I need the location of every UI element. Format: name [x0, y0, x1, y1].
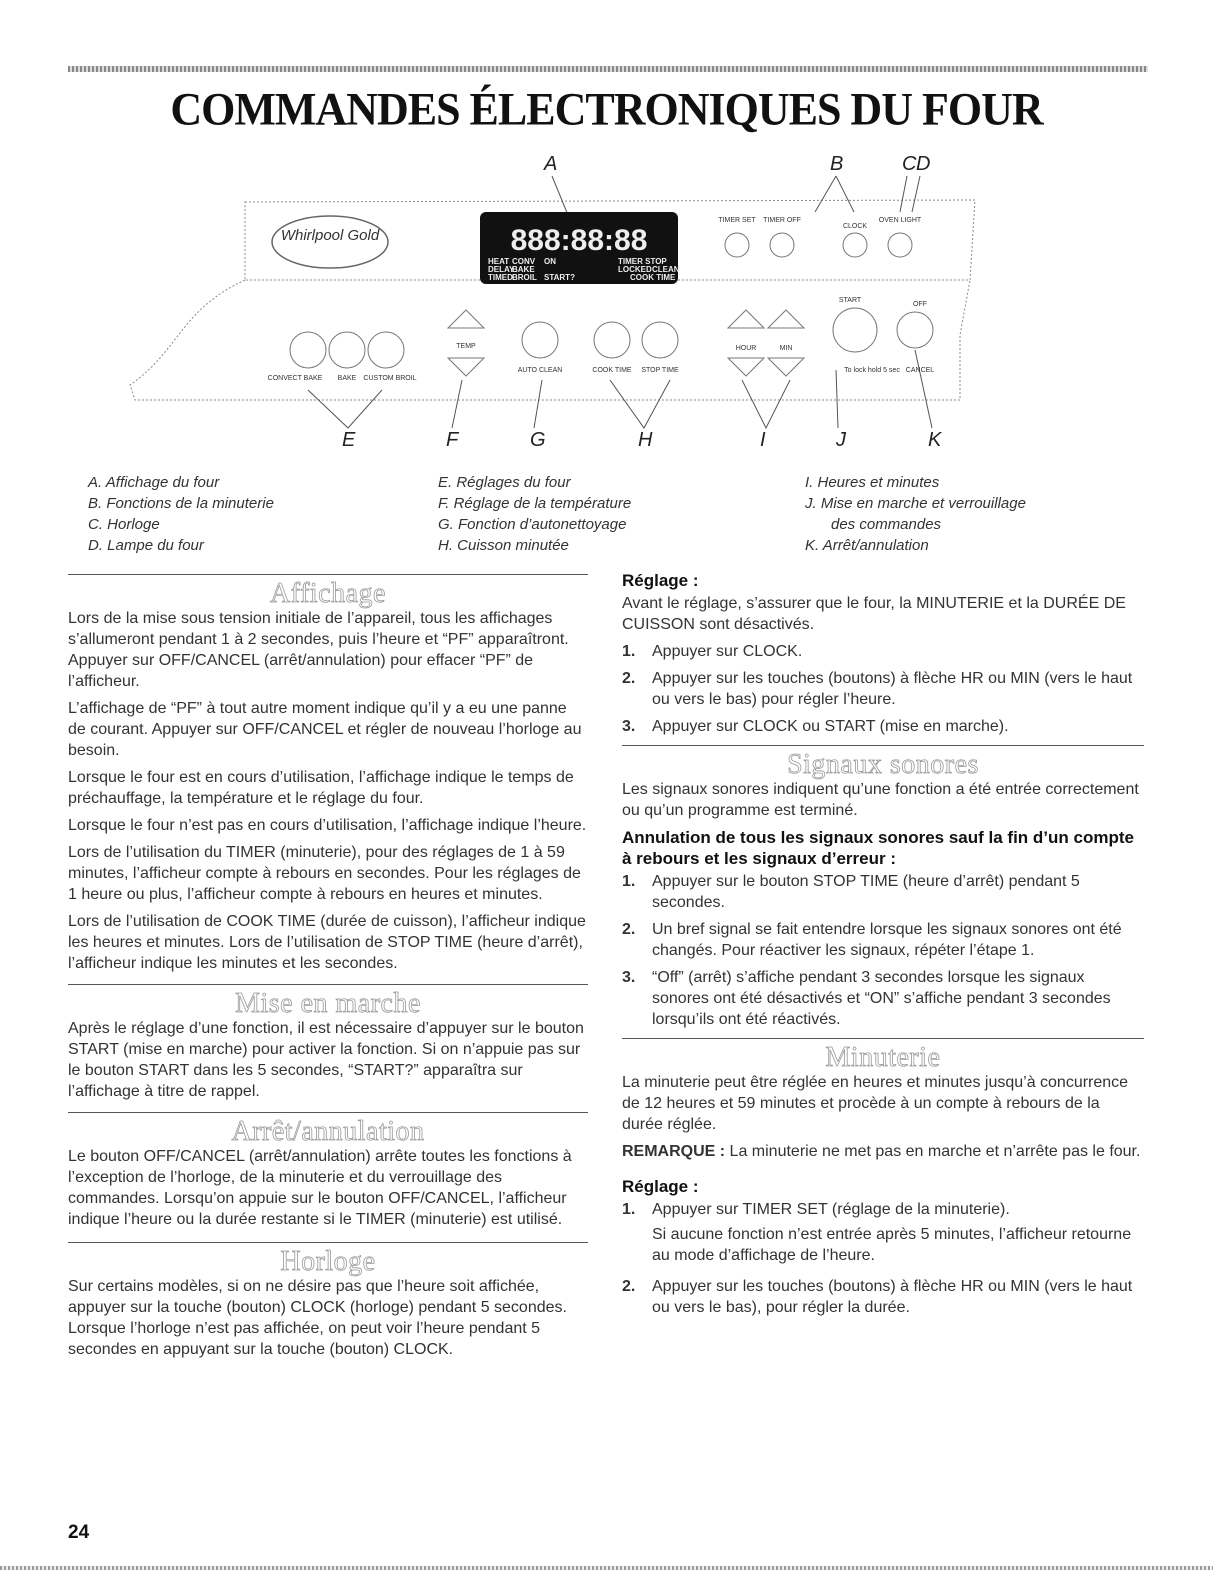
brand-logo: Whirlpool Gold: [280, 227, 380, 244]
left-column: Affichage Lors de la mise sous tension initiale de l’appareil, tous les affichages s’allumeront pendant 1 à 2 secondes, puis l’heure et “PF” apparaîtront. Appuyer sur OFF/CANCEL (arrêt/annulation) pour effacer “PF” de l’afficheur. L’affichage de “PF” à tout autre moment indique qu’il y a eu une panne de courant. Appuyer sur OFF/CANCEL et régler de nouveau l’horloge au besoin. Lorsque le four est en cours d’utilisation, l’affichage indique le temps de préchauffage, la température et le réglage du four. Lorsque le four n’est pas en cours d’utilisation, l’affichage indique l’heure. Lors de l’utilisation du TIMER (minuterie), pour des réglages de 1 à 59 minutes, l’afficheur compte à rebours en secondes. Pour les réglages de 1 heure ou plus, l’afficheur compte à rebours en heures et minutes. Lors de l’utilisation de COOK TIME (durée de cuisson), l’afficheur indique les heures et minutes. Lors de l’utilisation de STOP TIME (heure d’arrêt), l’afficheur indique les minutes et les secondes. Mise en marche Après le réglage d’une fonction, il est nécessaire d’appuyer sur le bouton START (mise en marche) pour activer la fonction. Si on n’appuie pas sur le bouton START dans les 5 secondes, “START?” apparaîtra sur l’affichage à titre de rappel. Arrêt/annulation Le bouton OFF/CANCEL (arrêt/annulation) arrête toutes les fonctions à l’exception de l’horloge, de la minuterie et du verrouillage des commandes. Lorsqu’on appuie sur le bouton OFF/CANCEL, l’afficheur indique l’heure ou la durée restante si le TIMER (minuterie) est utilisé. Horloge Sur certains modèles, si on ne désire pas que l’heure soit affichée, appuyer sur la touche (bouton) CLOCK (horloge) pendant 5 secondes. Lorsque l’horloge n’est pas affichée, on peut voir l’heure pendant 5 secondes en appuyant sur la touche (bouton) CLOCK.: [68, 574, 588, 1366]
svg-text:TIMED: TIMED: [488, 273, 513, 282]
signaux-subheading: Annulation de tous les signaux sonores sauf la fin d’un compte à rebours et les signaux d’erreur :: [622, 828, 1134, 868]
list-item: 1. Appuyer sur le bouton STOP TIME (heure d’arrêt) pendant 5 secondes.: [622, 873, 1080, 911]
svg-text:ON: ON: [544, 257, 556, 266]
callout-h: H: [638, 429, 653, 450]
callout-g: G: [530, 429, 546, 450]
min-label: MIN: [779, 345, 793, 352]
display-digits: 888:88:88: [510, 224, 648, 257]
svg-text:START?: START?: [544, 273, 575, 282]
svg-text:TIMER STOP: TIMER STOP: [618, 257, 667, 266]
callout-d: D: [916, 153, 931, 175]
section-heading-affichage: Affichage: [270, 578, 386, 609]
control-panel-diagram: [60, 150, 1153, 450]
list-item: 3. Appuyer sur CLOCK ou START (mise en marche).: [622, 718, 1009, 735]
to-lock-label: To lock hold 5 sec: [844, 367, 900, 374]
section-heading-mise-en-marche: Mise en marche: [235, 988, 421, 1019]
callout-e: E: [342, 429, 356, 450]
divider: [68, 984, 588, 985]
divider: [622, 1038, 1144, 1039]
legend-col-1: A. Affichage du four B. Fonctions de la minuterie C. Horloge D. Lampe du four: [88, 474, 274, 554]
cancel-label: CANCEL: [905, 367, 935, 374]
convect-bake-label: CONVECT BAKE: [267, 375, 323, 382]
reglage-steps: [622, 641, 1144, 737]
signaux-steps: [622, 871, 1144, 1030]
hour-label: HOUR: [735, 345, 757, 352]
bottom-border: [0, 1566, 1213, 1570]
callout-f: F: [446, 429, 459, 450]
section-heading-signaux-sonores: Signaux sonores: [787, 749, 979, 780]
off-label: OFF: [913, 301, 927, 308]
list-item: 2. Appuyer sur les touches (boutons) à flèche HR ou MIN (vers le haut ou vers le bas), pour régler la durée.: [622, 1278, 1133, 1316]
oven-light-label: OVEN LIGHT: [878, 217, 922, 224]
legend-col-3: I. Heures et minutes J. Mise en marche et verrouillage des commandes K. Arrêt/annulation: [805, 474, 1026, 554]
list-item: 2. Appuyer sur les touches (boutons) à flèche HR ou MIN (vers le haut ou vers le bas) pour régler l’heure.: [622, 670, 1133, 708]
svg-text:COOK TIME: COOK TIME: [630, 273, 676, 282]
callout-k: K: [928, 429, 942, 450]
list-item: 1. Appuyer sur TIMER SET (réglage de la minuterie). Si aucune fonction n’est entrée après 5 minutes, l’afficheur retourne au mode d’affichage de l’heure.: [622, 1201, 1132, 1264]
page-title: COMMANDES ÉLECTRONIQUES DU FOUR: [170, 83, 1043, 136]
callout-i: I: [760, 429, 766, 450]
svg-text:CONV: CONV: [512, 257, 536, 266]
list-item: 3. “Off” (arrêt) s’affiche pendant 3 secondes lorsque les signaux sonores ont été désactivés et “ON” s’affiche pendant 3 secondes lorsqu’ils ont été réactivés.: [622, 969, 1111, 1028]
cook-time-label: COOK TIME: [592, 367, 632, 374]
timer-off-label: TIMER OFF: [763, 217, 801, 224]
divider: [68, 1242, 588, 1243]
section-heading-arret-annulation: Arrêt/annulation: [231, 1116, 425, 1147]
page-number: 24: [68, 1522, 90, 1543]
svg-text:DELAY: DELAY: [488, 265, 515, 274]
callout-b: B: [830, 153, 844, 175]
stop-time-label: STOP TIME: [641, 367, 679, 374]
minuterie-steps: [622, 1199, 1144, 1318]
section-heading-minuterie: Minuterie: [825, 1042, 941, 1073]
timer-set-label: TIMER SET: [718, 217, 756, 224]
right-column: Réglage : Avant le réglage, s’assurer que le four, la MINUTERIE et la DURÉE DE CUISSON sont désactivés. 1. Appuyer sur CLOCK. 2. Appuyer sur les touches (boutons) à flèche HR ou MIN (vers le haut ou vers le bas) pour régler l’heure. 3. Appuyer sur CLOCK ou START (mise en marche). Signaux sonores Les signaux sonores indiquent qu’une fonction a été entrée correctement ou qu’un programme est terminé. Annulation de tous les signaux sonores sauf la fin d’un compte à rebours et les signaux d’erreur : 1. Appuyer sur le bouton STOP TIME (heure d’arrêt) pendant 5 secondes. 2. Un bref signal se fait entendre lorsque les signaux sonores ont été changés. Pour réactiver les signaux, répéter l’étape 1. 3. “Off” (arrêt) s’affiche pendant 3 secondes lorsque les signaux sonores ont été désactivés et “ON” s’affiche pendant 3 secondes lorsqu’ils ont été réactivés. Minuterie La minuterie peut être réglée en heures et minutes jusqu’à concurrence de 12 heures et 59 minutes et procède à un compte à rebours de la durée réglée. REMARQUE : La minuterie ne met pas en marche et n’arrête pas le four. Réglage : 1. Appuyer sur TIMER SET (réglage de la minuterie). Si aucune fonction n’est entrée après 5 minutes, l’afficheur retourne au mode d’affichage de l’heure. 2. Appuyer sur les touches (boutons) à flèche HR ou MIN (vers le haut ou vers le bas), pour régler la durée.: [622, 570, 1144, 1324]
svg-text:CLEAN: CLEAN: [652, 265, 680, 274]
top-border: [68, 66, 1148, 72]
temp-label: TEMP: [456, 343, 476, 350]
divider: [68, 574, 588, 575]
legend-col-2: E. Réglages du four F. Réglage de la température G. Fonction d’autonettoyage H. Cuisson minutée: [438, 474, 632, 554]
list-item: 2. Un bref signal se fait entendre lorsque les signaux sonores ont été changés. Pour réactiver les signaux, répéter l’étape 1.: [622, 921, 1122, 959]
reglage-heading-2: Réglage :: [622, 1177, 699, 1196]
svg-text:BROIL: BROIL: [512, 273, 537, 282]
reglage-heading: Réglage :: [622, 571, 699, 590]
custom-broil-label: CUSTOM BROIL: [363, 375, 417, 382]
list-item: 1. Appuyer sur CLOCK.: [622, 643, 803, 660]
clock-label: CLOCK: [842, 223, 868, 230]
svg-text:LOCKED: LOCKED: [618, 265, 652, 274]
svg-text:BAKE: BAKE: [512, 265, 535, 274]
divider: [622, 745, 1144, 746]
auto-clean-label: AUTO CLEAN: [517, 367, 563, 374]
section-heading-horloge: Horloge: [280, 1246, 376, 1277]
callout-c: C: [902, 153, 917, 175]
callout-j: J: [836, 429, 846, 450]
start-label: START: [838, 297, 862, 304]
bake-label: BAKE: [337, 375, 357, 382]
divider: [68, 1112, 588, 1113]
svg-text:HEAT: HEAT: [488, 257, 510, 266]
callout-a: A: [544, 153, 558, 175]
remarque-label: REMARQUE :: [622, 1143, 726, 1160]
